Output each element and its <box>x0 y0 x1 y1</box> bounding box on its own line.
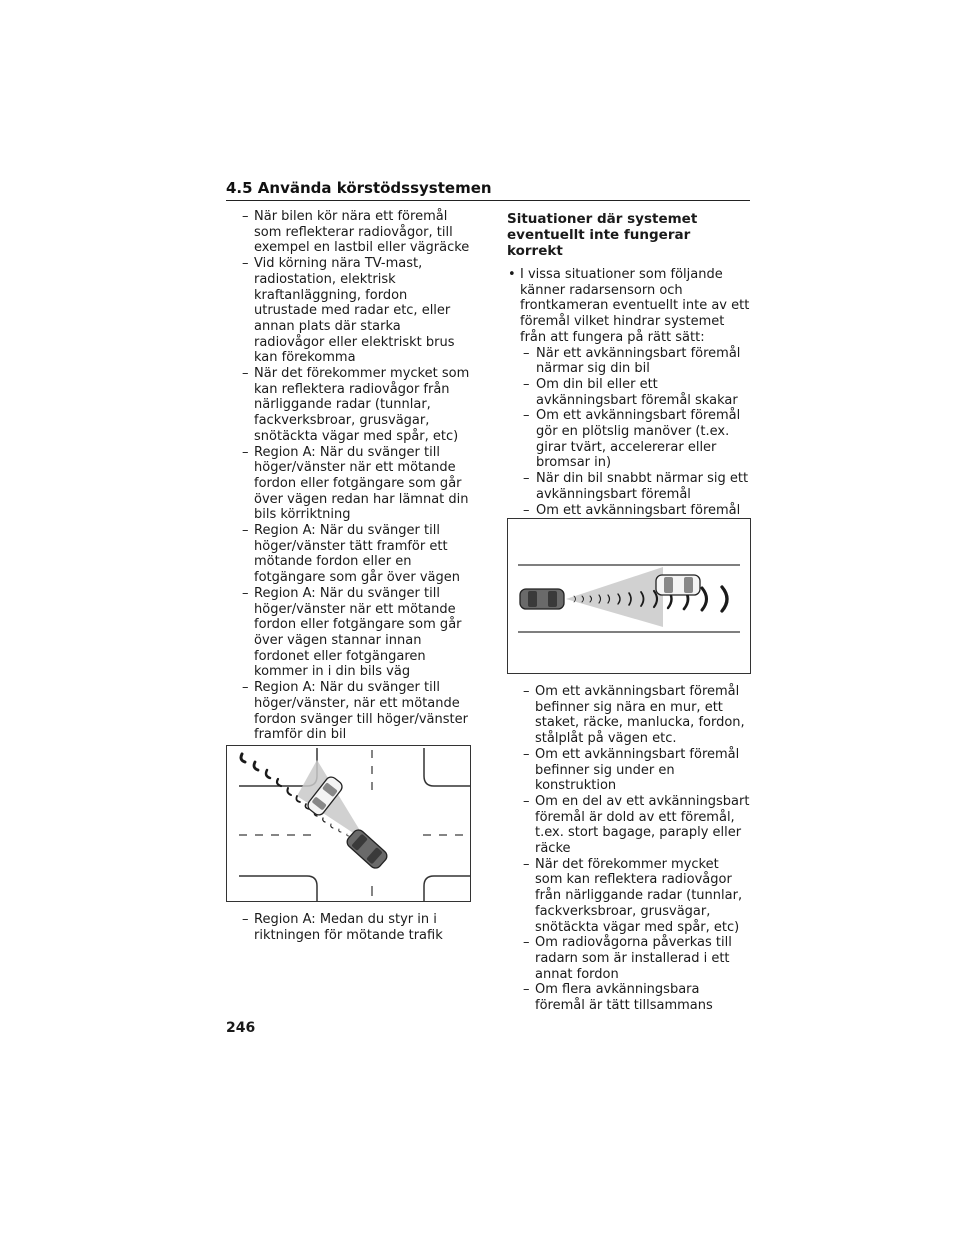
left-after-figure <box>226 912 470 943</box>
list-item: – Om ett avkänningsbart föremål befinner sig nära en mur, ett staket, räcke, manlucka, fordon, stålplåt på vägen etc. <box>523 684 745 747</box>
page-number: 246 <box>226 1020 256 1036</box>
list-item: – Om ett avkänningsbart föremål <box>523 502 741 518</box>
list-item: – Om ett avkänningsbart föremål befinner sig under en konstruktion <box>523 746 740 794</box>
offset-vehicle-svg <box>508 519 750 673</box>
list-item: – Om din bil eller ett avkänningsbart föremål skakar <box>523 376 738 408</box>
own-car-icon <box>345 828 390 871</box>
list-item: – Region A: När du svänger till höger/vänster tätt framför ett mötande fordon eller en fotgängare som går över vägen <box>242 523 460 586</box>
section-header <box>226 178 750 201</box>
left-after-figure-list <box>226 912 470 943</box>
left-dash-list <box>226 209 470 743</box>
list-item: – Region A: Medan du styr in i riktningen för mötande trafik <box>242 912 443 943</box>
bullet-item: • I vissa situationer som följande känner radarsensorn och frontkameran eventuellt inte av ett föremål vilket hindrar systemet från att fungera på rätt sätt: – När ett avkänningsbart föremål närmar sig din bil – Om din bil eller ett avkänningsbart föremål skakar – Om ett avkänningsbart föremål gör en plötslig manöver (t.ex. girar tvärt, accelererar eller bromsar in) – När din bil snabbt närmar sig ett avkänningsbart föremål – Om ett avkänningsbart föremål <box>507 267 750 550</box>
list-item: – När ett avkänningsbart föremål närmar sig din bil <box>523 345 741 377</box>
list-item: – Om flera avkänningsbara föremål är tätt tillsammans <box>523 982 713 1014</box>
section-title: 4.5 Använda körstödssystemen <box>226 179 492 197</box>
intersection-turn-illustration <box>226 745 471 902</box>
list-item: – Region A: När du svänger till höger/vänster, när ett mötande fordon svänger till höger/vänster framför din bil <box>242 680 468 743</box>
right-after-figure <box>507 684 750 1014</box>
list-item: – När din bil snabbt närmar sig ett avkänningsbart föremål <box>523 471 749 502</box>
right-after-figure-list <box>507 684 750 1014</box>
intersection-illustration-svg <box>227 746 470 901</box>
left-column <box>226 209 470 743</box>
list-item: – Om radiovågorna påverkas till radarn som är installerad i ett annat fordon <box>523 935 732 982</box>
subheading: Situationer där systemet eventuellt inte fungerar korrekt <box>507 211 698 259</box>
list-item: – När det förekommer mycket som kan reflektera radiovågor från närliggande radar (tunnlar, fackverksbroar, grusvägar, snötäckta vägar med spår, etc) <box>242 366 470 444</box>
right-column <box>507 211 750 550</box>
list-item: – Vid körning nära TV-mast, radiostation, elektrisk kraftanläggning, fordon utrustade med radar etc, eller annan plats där starka radiovågor eller elektriskt brus kan förekomma <box>242 256 455 366</box>
list-item: – Om ett avkänningsbart föremål gör en plötslig manöver (t.ex. girar tvärt, accelererar eller bromsar in) <box>523 408 741 471</box>
detected-car-icon <box>656 575 700 595</box>
list-item: – När det förekommer mycket som kan reflektera radiovågor från närliggande radar (tunnlar, fackverksbroar, grusvägar, snötäckta vägar med spår, etc) <box>523 856 743 935</box>
list-item: – Region A: När du svänger till höger/vänster när ett mötande fordon eller fotgängare som går över vägen stannar innan fordonet eller fotgängaren kommer in i din bils väg <box>242 585 462 680</box>
offset-vehicle-illustration <box>507 518 751 674</box>
list-item: – När bilen kör nära ett föremål som reflekterar radiovågor, till exempel en lastbil eller vägräcke <box>242 209 470 256</box>
own-car-icon <box>520 589 564 609</box>
list-item: – Om en del av ett avkänningsbart föremål är dold av ett föremål, t.ex. stort bagage, paraply eller räcke <box>523 793 750 857</box>
list-item: – Region A: När du svänger till höger/vänster när ett mötande fordon eller fotgängare som går över vägen redan har lämnat din bils körriktning <box>242 444 469 523</box>
right-bullet-list <box>507 267 750 550</box>
